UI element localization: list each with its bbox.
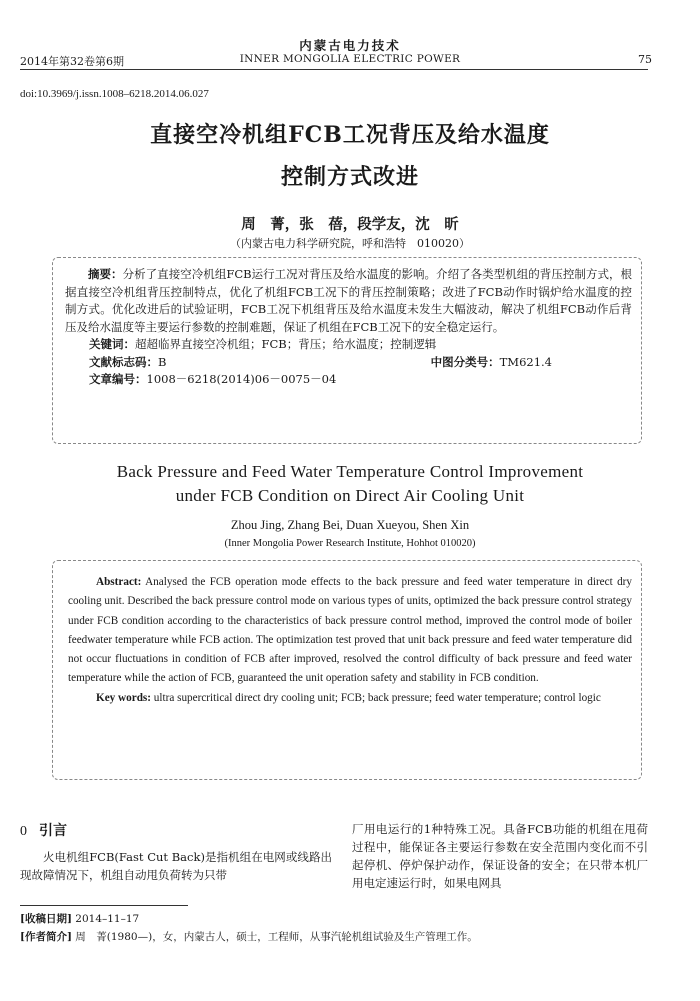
footnote-divider (20, 905, 188, 906)
section-title: 引言 (39, 823, 67, 839)
cn-doc-code-label: 文献标志码： (89, 354, 158, 369)
cn-clc-label: 中图分类号： (430, 354, 500, 369)
cn-abstract-text: 分析了直接空冷机组FCB运行工况对背压及给水温度的影响。介绍了各类型机组的背压控制方式，根据直接空冷机组背压控制特点，优化了机组FCB工况下的背压控制策略；改进了FCB动作时锅炉给水温度的控制方式。优化改进后的试验证明，FCB工况下机组背压及给水温度未发生大幅波动，解决了机组FCB动作后背压及给水温度等主要运行参数的控制难题，保证了机组在FCB工况下的安全稳定运行。 (65, 267, 632, 334)
cn-clc (431, 354, 552, 372)
cn-clc-value: TM621.4 (499, 354, 552, 369)
cn-title-line-2: 控制方式改进 (280, 164, 419, 190)
cn-classification-row (65, 354, 632, 372)
cn-abstract-block (65, 266, 632, 389)
body-column-right (352, 820, 648, 892)
en-authors: Zhou Jing, Zhang Bei, Duan Xueyou, Shen Xin (230, 518, 470, 532)
en-abstract-label: Abstract: (96, 576, 142, 588)
cn-article-no (65, 371, 632, 389)
cn-abstract (65, 266, 632, 336)
cn-keywords-label: 关键词： (89, 337, 135, 351)
section-heading (20, 820, 67, 840)
received-label: [收稿日期] (20, 913, 72, 925)
section-number: 0 (20, 824, 27, 839)
cn-article-no-label: 文章编号： (89, 372, 147, 386)
author-bio: 周 菁(1980—)，女，内蒙古人，硕士，工程师，从事汽轮机组试验及生产管理工作。 (71, 931, 478, 943)
en-title-line-1: Back Pressure and Feed Water Temperature Control Improvement (116, 462, 584, 481)
cn-keywords (65, 336, 632, 354)
cn-title-line-1: 直接空冷机组FCB工况背压及给水温度 (150, 122, 550, 148)
doi: doi:10.3969/j.issn.1008–6218.2014.06.027 (20, 88, 209, 100)
body-paragraph-left: 火电机组FCB(Fast Cut Back)是指机组在电网或线路出现故障情况下，机组自动甩负荷转为只带 (20, 850, 332, 882)
cn-doc-code (89, 354, 166, 372)
body-paragraph-right: 厂用电运行的1种特殊工况。具备FCB功能的机组在甩荷过程中，能保证各主要运行参数在安全范围内变化而不引起停机、停炉保护动作，保证设备的安全；在只带本机厂用电定速运行时，如果电网具 (352, 822, 648, 890)
cn-authors: 周 菁，张 蓓，段学友，沈 昕 (241, 216, 459, 233)
body-column-left (20, 848, 332, 884)
cn-doc-code-value: B (158, 354, 167, 369)
cn-article-no-value: 1008－6218(2014)06－0075－04 (146, 372, 337, 386)
footnote-received (20, 911, 139, 926)
en-keywords-label: Key words: (96, 691, 151, 704)
received-date: 2014–11–17 (71, 913, 140, 925)
en-title-line-2: under FCB Condition on Direct Air Cooling Unit (175, 486, 525, 505)
en-keywords-text: ultra supercritical direct dry cooling unit; FCB; back pressure; feed water temperature; control logic (151, 691, 601, 704)
en-abstract (68, 573, 632, 689)
cn-affiliation: （内蒙古电力科学研究院，呼和浩特 010020） (230, 237, 470, 250)
en-keywords (68, 689, 632, 708)
journal-title-en: INNER MONGOLIA ELECTRIC POWER (239, 53, 461, 65)
en-abstract-text: Analysed the FCB operation mode effects to the back pressure and feed water temperature in direct dry cooling unit. Described the back pressure control mode on various types of units, optimized the back pressure control strategy under FCB condition according to the characteristics of back pressure control method, improved the control mode of boiler feedwater temperature while FCB action. The optimization test proved that unit back pressure and feed water temperature did not occur fluctuations in condition of FCB after improved, resolved the control difficulty of back pressure and feed water temperature while the action of FCB, guaranteed the unit operation safety and stability in FCB condition. (68, 576, 632, 685)
issue-info: 2014年第32卷第6期 (20, 55, 124, 68)
cn-keywords-text: 超超临界直接空冷机组；FCB；背压；给水温度；控制逻辑 (135, 337, 437, 351)
cn-abstract-label: 摘要： (88, 267, 123, 281)
journal-title-cn: 内蒙古电力技术 (299, 38, 401, 53)
en-abstract-block (68, 573, 632, 708)
en-affiliation: (Inner Mongolia Power Research Institute, Hohhot 010020) (224, 538, 476, 549)
footnote-author (20, 929, 478, 944)
header-divider (20, 69, 648, 70)
page-number: 75 (638, 53, 652, 66)
author-bio-label: [作者简介] (20, 931, 72, 943)
